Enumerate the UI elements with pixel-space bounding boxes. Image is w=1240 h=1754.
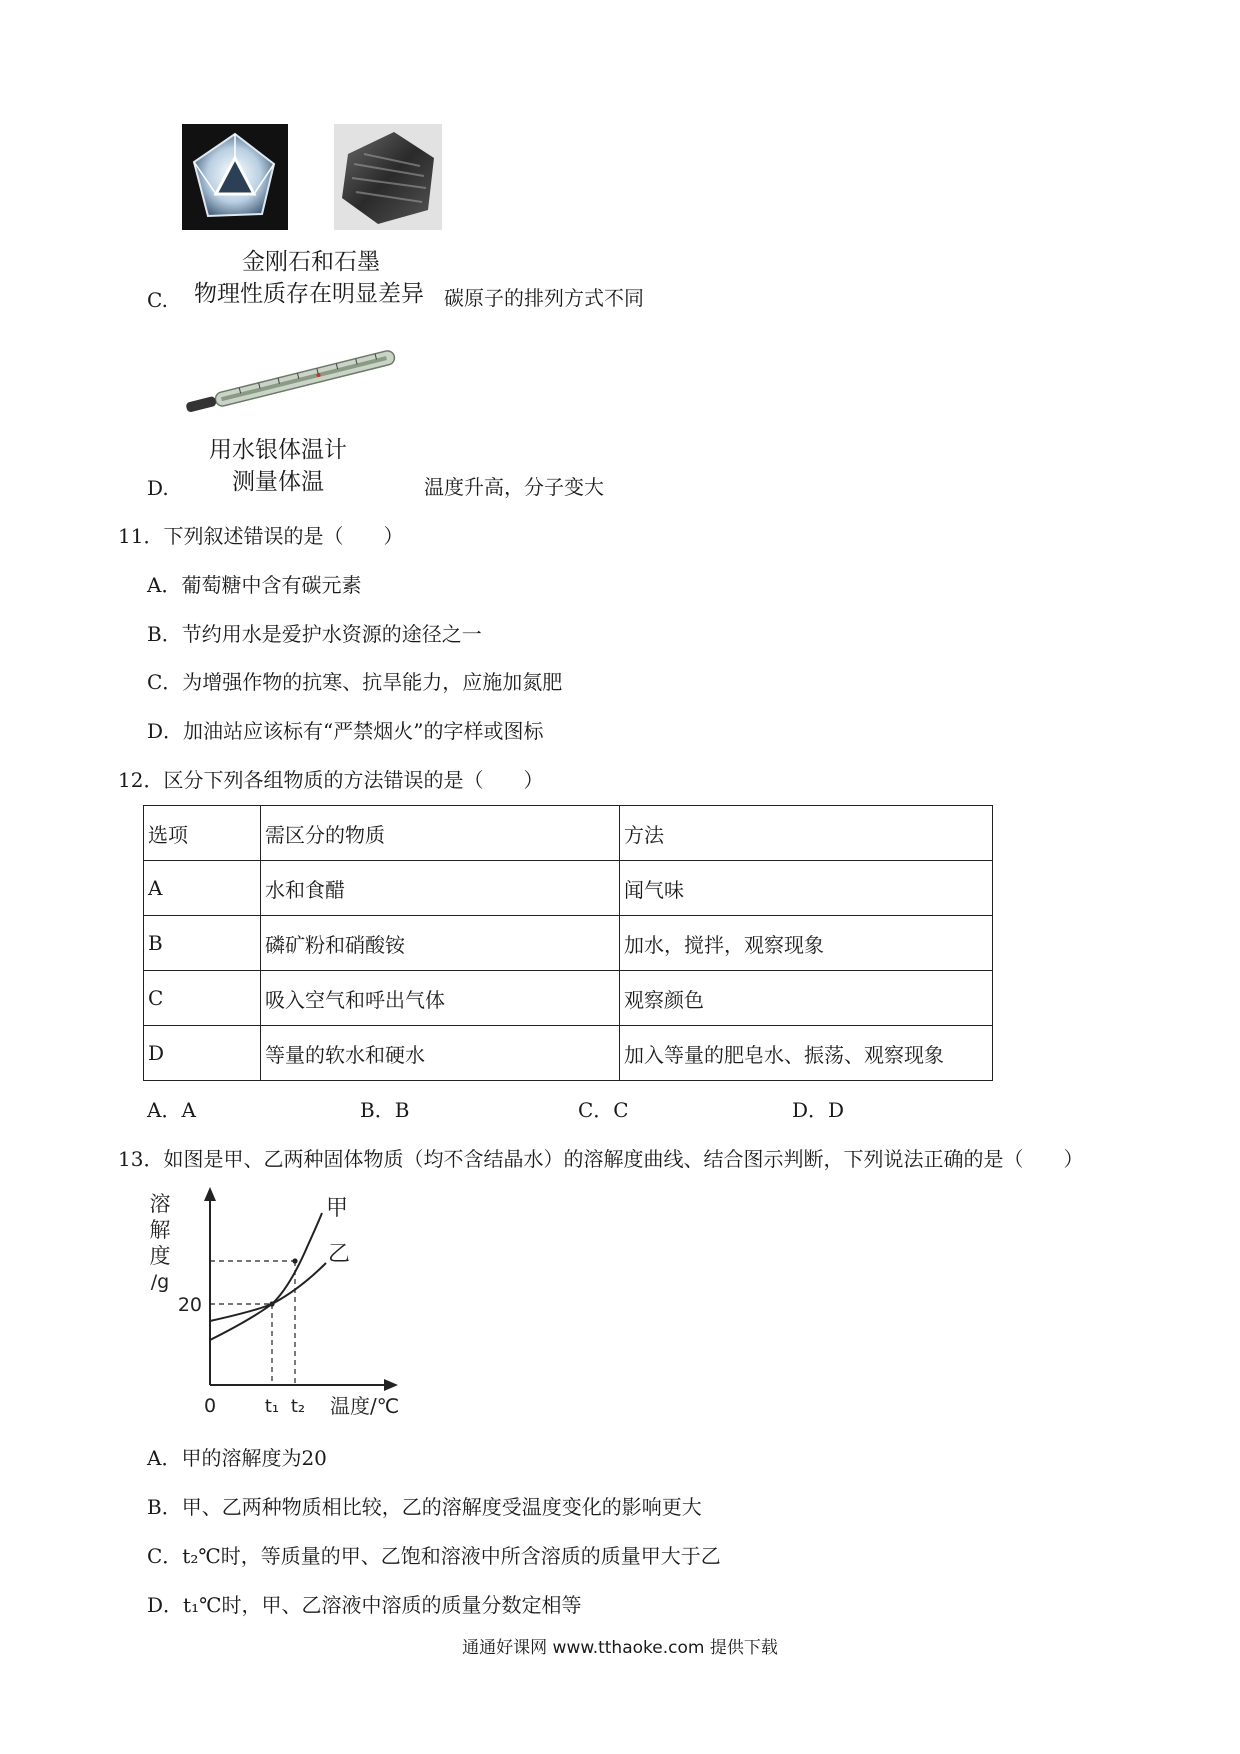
y-axis-label-char-3: 度 <box>149 1244 171 1268</box>
origin-label: 0 <box>203 1395 217 1417</box>
table-cell: A <box>144 861 261 916</box>
table-cell: 等量的软水和硬水 <box>261 1026 620 1081</box>
q11-option-b: B．节约用水是爱护水资源的途径之一 <box>147 622 482 646</box>
table-header-cell: 方法 <box>620 806 993 861</box>
solubility-chart <box>140 1185 440 1430</box>
y-axis-label-char-4: /g <box>150 1271 170 1293</box>
y-axis-arrow <box>204 1187 216 1201</box>
q13-option-b: B．甲、乙两种物质相比较，乙的溶解度受温度变化的影响更大 <box>147 1495 702 1519</box>
table-header-cell: 需区分的物质 <box>261 806 620 861</box>
q11-stem: 11．下列叙述错误的是（ ） <box>118 524 404 548</box>
table-cell: 磷矿粉和硝酸铵 <box>261 916 620 971</box>
table-row <box>144 916 993 971</box>
x-axis-arrow <box>384 1379 398 1391</box>
q12-table <box>143 805 993 1081</box>
series-yi-curve <box>210 1263 326 1321</box>
jia-t2-point <box>292 1258 297 1263</box>
thermometer-image <box>180 344 410 424</box>
intersection-point <box>269 1301 274 1306</box>
option-d-marker: D. <box>147 476 169 500</box>
x-axis-label: 温度/℃ <box>330 1394 400 1418</box>
q13-option-d: D．t₁℃时，甲、乙溶液中溶质的质量分数定相等 <box>147 1593 582 1617</box>
option-d-caption-line1: 用水银体温计 <box>209 437 347 463</box>
q12-choice-a: A．A <box>147 1098 196 1122</box>
table-cell: 加水，搅拌，观察现象 <box>620 916 993 971</box>
table-row <box>144 861 993 916</box>
q12-choice-b: B．B <box>360 1098 410 1122</box>
q11-option-d: D．加油站应该标有“严禁烟火”的字样或图标 <box>147 719 544 743</box>
series-label-jia: 甲 <box>326 1196 349 1221</box>
y-tick-label-20: 20 <box>177 1294 202 1316</box>
diamond-image <box>182 124 288 230</box>
y-axis-label-char-1: 溶 <box>149 1192 171 1216</box>
q13-option-a: A．甲的溶解度为20 <box>147 1446 327 1470</box>
q13-stem: 13．如图是甲、乙两种固体物质（均不含结晶水）的溶解度曲线、结合图示判断，下列说法正确的是（ ） <box>118 1147 1084 1171</box>
q12-choice-d: D．D <box>792 1098 845 1122</box>
option-c-marker: C. <box>147 288 168 312</box>
table-cell: D <box>144 1026 261 1081</box>
table-cell: 加入等量的肥皂水、振荡、观察现象 <box>620 1026 993 1081</box>
q12-stem: 12．区分下列各组物质的方法错误的是（ ） <box>118 768 544 792</box>
q11-option-c: C．为增强作物的抗寒、抗旱能力，应施加氮肥 <box>147 670 563 694</box>
q13-option-c: C．t₂℃时，等质量的甲、乙饱和溶液中所含溶质的质量甲大于乙 <box>147 1544 721 1568</box>
x-tick-label-t2: t₂ <box>290 1396 306 1417</box>
series-label-yi: 乙 <box>328 1242 351 1267</box>
table-header-row <box>144 806 993 861</box>
option-d-caption-line2: 测量体温 <box>232 469 324 495</box>
table-cell: B <box>144 916 261 971</box>
table-cell: C <box>144 971 261 1026</box>
series-jia-curve <box>210 1213 322 1340</box>
table-cell: 观察颜色 <box>620 971 993 1026</box>
x-tick-label-t1: t₁ <box>264 1396 280 1417</box>
table-header-cell: 选项 <box>144 806 261 861</box>
option-d-explanation: 温度升高，分子变大 <box>424 475 604 499</box>
option-c-caption-line2: 物理性质存在明显差异 <box>194 281 424 307</box>
page-footer: 通通好课网 www.tthaoke.com 提供下载 <box>462 1638 778 1658</box>
table-cell: 水和食醋 <box>261 861 620 916</box>
table-cell: 吸入空气和呼出气体 <box>261 971 620 1026</box>
table-row <box>144 1026 993 1081</box>
q11-option-a: A．葡萄糖中含有碳元素 <box>147 573 362 597</box>
graphite-image <box>334 124 442 230</box>
option-c-explanation: 碳原子的排列方式不同 <box>444 286 644 310</box>
table-row <box>144 971 993 1026</box>
y-axis-label-char-2: 解 <box>149 1218 171 1242</box>
table-cell: 闻气味 <box>620 861 993 916</box>
option-c-caption-line1: 金刚石和石墨 <box>242 249 380 275</box>
q12-choice-c: C．C <box>578 1098 629 1122</box>
